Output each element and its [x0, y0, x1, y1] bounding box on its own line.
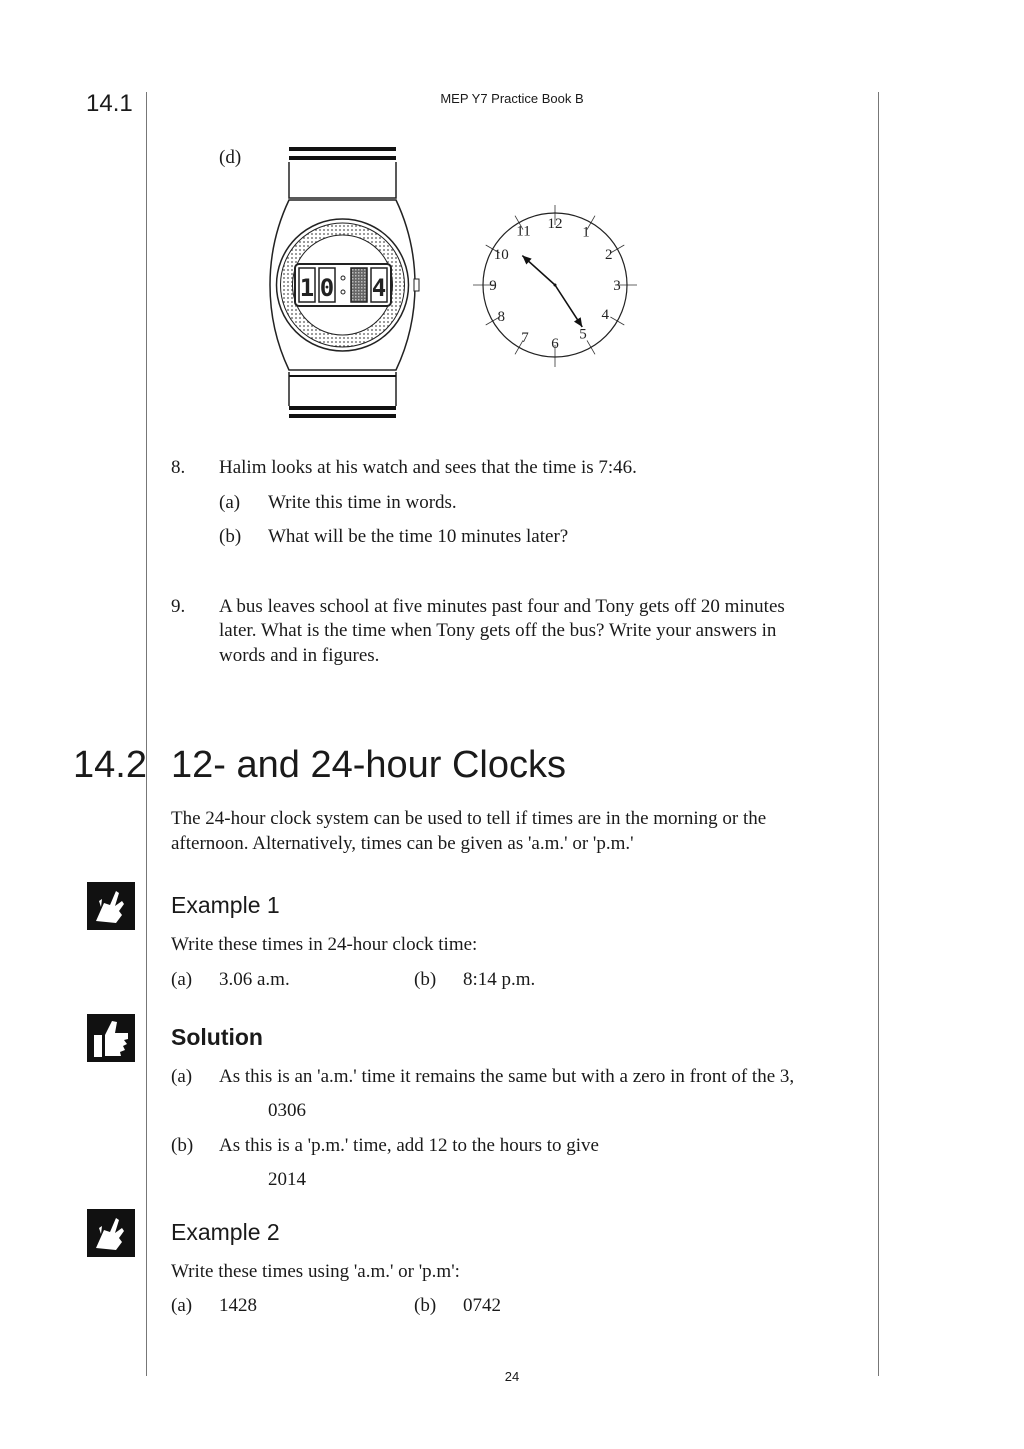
clock-hands	[522, 256, 582, 327]
question9-number: 9.	[171, 596, 186, 617]
header-title: MEP Y7 Practice Book B	[440, 91, 584, 106]
clock-number: 9	[489, 278, 497, 294]
left-margin-line	[146, 92, 147, 1376]
example2-title: Example 2	[171, 1219, 280, 1245]
example2b-text: 0742	[463, 1295, 501, 1316]
analog-clock	[470, 205, 640, 370]
example1a-text: 3.06 a.m.	[219, 969, 290, 990]
example1b-label: (b)	[414, 969, 437, 990]
clock-number: 6	[551, 336, 559, 352]
clock-number: 11	[516, 223, 531, 240]
example1-title: Example 1	[171, 892, 280, 918]
example1a-label: (a)	[171, 969, 193, 990]
clock-number: 7	[521, 329, 529, 346]
example2a-text: 1428	[219, 1295, 257, 1316]
page-number: 24	[504, 1369, 520, 1384]
solution-b-answer: 2014	[268, 1169, 306, 1190]
section-intro-line1: The 24-hour clock system can be used to tell if times are in the morning or the	[171, 808, 767, 829]
section-intro-line2: afternoon. Alternatively, times can be given as 'a.m.' or 'p.m.'	[171, 833, 634, 854]
pointing-hand-icon	[86, 881, 136, 931]
thumbs-up-icon	[86, 1013, 136, 1063]
solution-a-text: As this is an 'a.m.' time it remains the same but with a zero in front of the 3,	[219, 1066, 795, 1087]
clock-number: 10	[493, 247, 509, 263]
question8b-label: (b)	[219, 526, 242, 547]
solution-title: Solution	[171, 1024, 263, 1050]
solution-a-label: (a)	[171, 1066, 193, 1087]
watch-digit-4: 4	[371, 274, 387, 302]
question8a-label: (a)	[219, 492, 241, 513]
right-margin-line	[878, 92, 879, 1376]
solution-b-text: As this is a 'p.m.' time, add 12 to the hours to give	[219, 1135, 599, 1156]
header-section-number: 14.1	[86, 90, 133, 117]
clock-number: 2	[604, 247, 613, 263]
question9-line1: A bus leaves school at five minutes past four and Tony gets off 20 minutes	[219, 596, 785, 617]
clock-center	[554, 284, 557, 287]
example2a-label: (a)	[171, 1295, 193, 1316]
digital-watch-illustration	[262, 140, 427, 430]
clock-number: 3	[613, 278, 621, 294]
clock-number: 8	[497, 309, 506, 325]
clock-number: 1	[582, 224, 590, 241]
solution-a-answer: 0306	[268, 1100, 306, 1121]
clock-number: 4	[601, 307, 609, 323]
clock-number: 5	[579, 326, 587, 343]
example1-prompt: Write these times in 24-hour clock time:	[171, 934, 478, 955]
pointing-hand-icon	[86, 1208, 136, 1258]
clock-number: 12	[547, 216, 563, 232]
section-number: 14.2	[73, 744, 147, 786]
clock-minute-hand	[522, 256, 555, 285]
question8a-text: Write this time in words.	[268, 492, 457, 513]
example2-prompt: Write these times using 'a.m.' or 'p.m':	[171, 1261, 460, 1282]
question8-number: 8.	[171, 457, 186, 478]
question8-text: Halim looks at his watch and sees that the time is 7:46.	[219, 457, 637, 478]
question9-line2: later. What is the time when Tony gets off the bus? Write your answers in	[219, 620, 777, 641]
section-title: 12- and 24-hour Clocks	[171, 744, 566, 786]
solution-b-label: (b)	[171, 1135, 194, 1156]
watch-digit-1: 1	[299, 274, 315, 302]
question9-line3: words and in figures.	[219, 645, 380, 666]
figure-label: (d)	[219, 147, 242, 168]
example2b-label: (b)	[414, 1295, 437, 1316]
question8b-text: What will be the time 10 minutes later?	[268, 526, 569, 547]
example1b-text: 8:14 p.m.	[463, 969, 536, 990]
clock-hour-hand	[555, 285, 582, 327]
watch-digit-2: 0	[319, 274, 335, 302]
